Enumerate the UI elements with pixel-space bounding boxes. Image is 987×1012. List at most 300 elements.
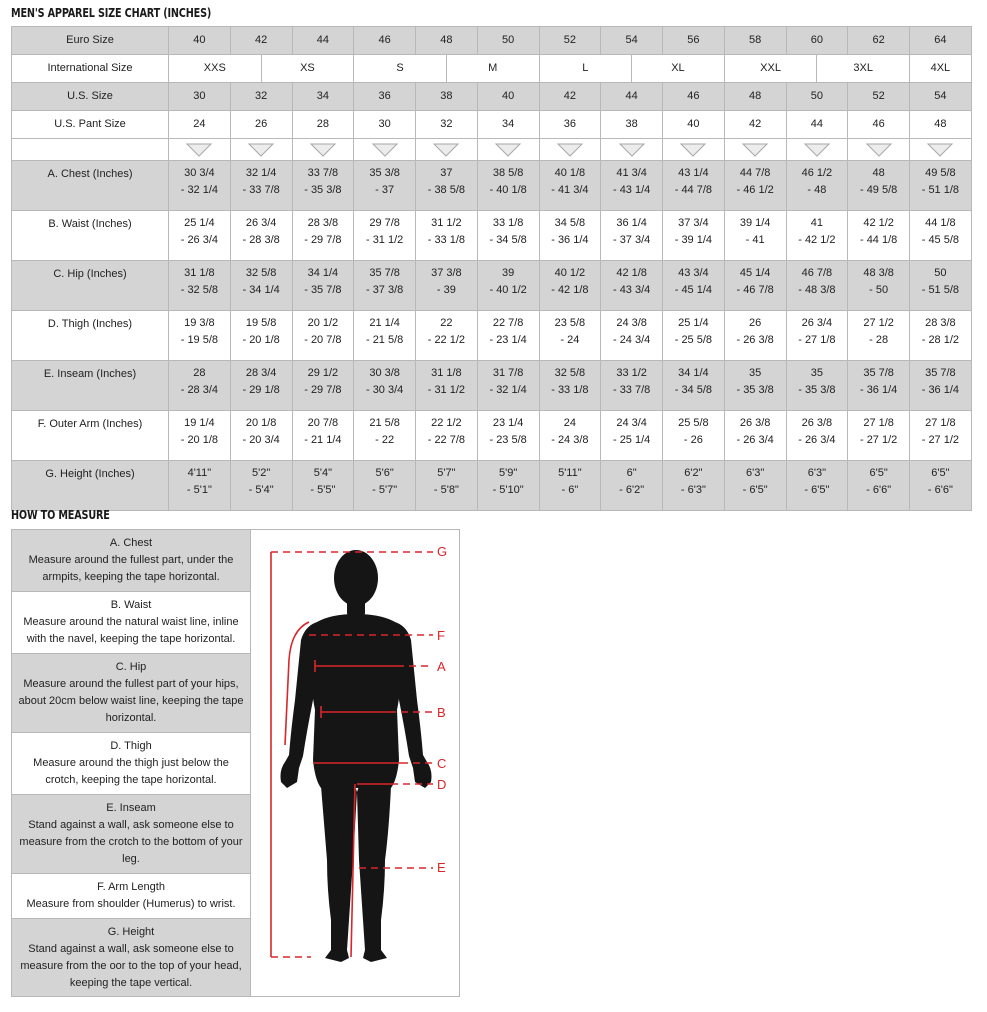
range-start: 6"	[626, 467, 637, 479]
table-cell: 38	[416, 83, 478, 111]
range-end: - 25 5/8	[674, 334, 713, 346]
range-end: - 42 1/8	[551, 284, 589, 296]
table-cell: 32	[416, 111, 478, 139]
table-cell	[539, 161, 601, 211]
range-end: - 38 5/8	[427, 184, 466, 196]
table-cell: 28	[292, 111, 354, 139]
table-cell	[724, 261, 786, 311]
range-start: 40 1/8	[554, 167, 586, 179]
table-cell: 24	[169, 111, 231, 139]
table-cell: S	[354, 55, 447, 83]
table-cell	[354, 211, 416, 261]
table-cell: XXL	[724, 55, 817, 83]
table-cell	[354, 411, 416, 461]
range-end: - 28	[869, 334, 889, 346]
range-end: - 32 5/8	[180, 284, 219, 296]
figure-label-g: G	[437, 544, 448, 559]
table-cell	[292, 361, 354, 411]
table-cell	[477, 461, 539, 511]
range-start: 27 1/2	[863, 317, 894, 329]
range-end: - 46 7/8	[736, 284, 774, 296]
table-cell	[292, 311, 354, 361]
range-end: - 42 1/2	[798, 234, 836, 246]
range-end: - 20 3/4	[242, 434, 280, 446]
range-start: 4'11"	[187, 467, 212, 479]
range-start: 41	[810, 217, 823, 229]
table-cell	[416, 261, 478, 311]
range-start: 26 3/8	[739, 417, 771, 429]
range-start: 28 3/4	[245, 367, 277, 379]
range-start: 46 1/2	[801, 167, 833, 179]
down-arrow-icon	[354, 139, 416, 161]
range-start: 42 1/2	[863, 217, 894, 229]
row-measurement	[12, 361, 972, 411]
range-end: - 31 1/2	[427, 384, 466, 396]
range-end: - 37 3/8	[365, 284, 404, 296]
range-start: 23 5/8	[554, 317, 586, 329]
table-cell: XL	[632, 55, 725, 83]
range-start: 32 5/8	[554, 367, 586, 379]
row-label: A. Chest (Inches)	[12, 161, 169, 211]
range-end: - 36 1/4	[551, 234, 589, 246]
range-start: 35 7/8	[369, 267, 400, 279]
range-end: - 33 7/8	[242, 184, 280, 196]
table-cell	[169, 261, 231, 311]
row-euro-size	[12, 27, 972, 55]
instruction-text: Measure around the thigh just below the	[33, 757, 229, 769]
table-cell	[910, 311, 972, 361]
range-start: 6'5"	[931, 467, 950, 479]
table-cell: 60	[786, 27, 848, 55]
table-cell: 46	[354, 27, 416, 55]
table-cell	[477, 361, 539, 411]
range-end: - 22	[375, 434, 395, 446]
range-start: 35	[810, 367, 823, 379]
range-start: 30 3/4	[184, 167, 215, 179]
instruction-title: F. Arm Length	[97, 881, 165, 893]
range-end: - 29 7/8	[304, 384, 342, 396]
table-cell	[724, 311, 786, 361]
range-end: - 6'5"	[742, 484, 768, 496]
table-cell	[230, 361, 292, 411]
range-end: - 48 3/8	[798, 284, 836, 296]
table-cell	[848, 161, 910, 211]
instruction-text: with the navel, keeping the tape horizontal.	[26, 633, 236, 645]
range-end: - 20 1/8	[242, 334, 280, 346]
range-start: 21 5/8	[369, 417, 400, 429]
table-cell	[230, 461, 292, 511]
range-end: - 27 1/2	[921, 434, 960, 446]
table-cell: 50	[786, 83, 848, 111]
table-cell: 54	[601, 27, 663, 55]
range-end: - 36 1/4	[921, 384, 960, 396]
range-start: 27 1/8	[925, 417, 956, 429]
range-end: - 20 1/8	[180, 434, 219, 446]
range-end: - 40 1/2	[489, 284, 527, 296]
range-start: 44 1/8	[925, 217, 956, 229]
range-end: - 43 1/4	[612, 184, 651, 196]
row-measurement	[12, 461, 972, 511]
table-cell	[230, 161, 292, 211]
range-start: 29 7/8	[369, 217, 400, 229]
range-start: 36 1/4	[616, 217, 647, 229]
table-cell	[910, 461, 972, 511]
table-cell	[230, 211, 292, 261]
range-end: - 35 3/8	[304, 184, 342, 196]
range-end: - 21 1/4	[304, 434, 342, 446]
table-cell	[292, 211, 354, 261]
table-cell: 48	[416, 27, 478, 55]
row-us-size	[12, 83, 972, 111]
instruction-text: horizontal.	[105, 712, 157, 724]
figure-label-b: B	[437, 705, 446, 720]
table-cell	[539, 461, 601, 511]
range-start: 34 5/8	[554, 217, 586, 229]
table-cell: 40	[663, 111, 725, 139]
range-start: 41 3/4	[616, 167, 647, 179]
range-start: 6'5"	[869, 467, 888, 479]
range-start: 28 3/8	[307, 217, 339, 229]
figure-label-f: F	[437, 628, 445, 643]
range-end: - 23 1/4	[489, 334, 527, 346]
range-start: 6'3"	[746, 467, 765, 479]
range-end: - 43 3/4	[612, 284, 651, 296]
range-end: - 48	[807, 184, 827, 196]
range-end: - 29 7/8	[304, 234, 342, 246]
row-measurement	[12, 411, 972, 461]
table-cell: 54	[910, 83, 972, 111]
range-start: 6'2"	[684, 467, 703, 479]
measure-instruction	[12, 874, 250, 919]
range-start: 5'2"	[252, 467, 271, 479]
down-arrow-icon	[910, 139, 972, 161]
range-start: 5'9"	[499, 467, 518, 479]
table-cell	[416, 461, 478, 511]
range-start: 26 3/8	[801, 417, 833, 429]
table-cell: 34	[477, 111, 539, 139]
measure-instruction	[12, 795, 250, 874]
table-cell: 34	[292, 83, 354, 111]
table-cell: 38	[601, 111, 663, 139]
table-cell	[724, 161, 786, 211]
row-label: G. Height (Inches)	[12, 461, 169, 511]
range-start: 42 1/8	[616, 267, 647, 279]
range-start: 46 7/8	[801, 267, 833, 279]
range-end: - 25 1/4	[612, 434, 651, 446]
range-end: - 27 1/2	[859, 434, 898, 446]
table-cell	[848, 461, 910, 511]
table-cell	[724, 211, 786, 261]
row-label: Euro Size	[12, 27, 169, 55]
range-end: - 36 1/4	[859, 384, 898, 396]
range-end: - 6'5"	[804, 484, 830, 496]
table-cell	[786, 161, 848, 211]
range-end: - 5'1"	[186, 484, 212, 496]
range-end: - 26 3/8	[736, 334, 774, 346]
instruction-text: measure from the oor to the top of your head,	[20, 960, 242, 972]
range-start: 22 1/2	[431, 417, 462, 429]
range-end: - 45 1/4	[674, 284, 713, 296]
table-cell: 46	[663, 83, 725, 111]
table-cell: XS	[261, 55, 354, 83]
range-end: - 41	[745, 234, 765, 246]
range-start: 19 3/8	[184, 317, 215, 329]
range-end: - 19 5/8	[180, 334, 219, 346]
table-cell	[601, 361, 663, 411]
row-measurement	[12, 261, 972, 311]
instruction-title: A. Chest	[109, 537, 153, 549]
range-end: - 26 3/4	[798, 434, 836, 446]
table-cell	[354, 161, 416, 211]
instruction-title: D. Thigh	[110, 740, 152, 752]
measure-instruction	[12, 592, 250, 654]
range-start: 19 5/8	[245, 317, 277, 329]
table-cell	[169, 461, 231, 511]
table-cell	[910, 161, 972, 211]
range-start: 34 1/4	[678, 367, 709, 379]
range-start: 49 5/8	[925, 167, 956, 179]
row-label: C. Hip (Inches)	[12, 261, 169, 311]
range-start: 31 1/8	[431, 367, 462, 379]
range-start: 27 1/8	[863, 417, 894, 429]
range-start: 25 1/4	[678, 317, 709, 329]
table-cell: 32	[230, 83, 292, 111]
table-cell	[416, 361, 478, 411]
table-cell	[477, 161, 539, 211]
range-start: 31 1/2	[431, 217, 462, 229]
table-cell	[169, 211, 231, 261]
table-cell: 4XL	[910, 55, 972, 83]
range-start: 20 1/2	[307, 317, 339, 329]
instruction-title: C. Hip	[115, 661, 147, 673]
table-cell	[169, 361, 231, 411]
range-start: 19 1/4	[184, 417, 215, 429]
range-start: 48 3/8	[863, 267, 894, 279]
page-title: MEN'S APPAREL SIZE CHART (INCHES)	[11, 5, 212, 20]
row-us-pant-size	[12, 111, 972, 139]
down-arrow-icon	[786, 139, 848, 161]
table-cell	[786, 411, 848, 461]
table-cell	[663, 211, 725, 261]
range-start: 35 3/8	[369, 167, 400, 179]
range-end: - 6'6"	[927, 484, 953, 496]
range-start: 31 1/8	[184, 267, 215, 279]
range-end: - 33 7/8	[612, 384, 651, 396]
down-arrow-icon	[848, 139, 910, 161]
figure-label-d: D	[437, 777, 447, 792]
range-end: - 33 1/8	[551, 384, 589, 396]
table-cell: 62	[848, 27, 910, 55]
table-cell	[910, 261, 972, 311]
range-end: - 34 5/8	[674, 384, 713, 396]
instruction-text: Stand against a wall, ask someone else to	[28, 943, 234, 955]
range-start: 5'4"	[313, 467, 332, 479]
range-start: 48	[872, 167, 885, 179]
instruction-text: Measure around the fullest part of your hips,	[23, 678, 239, 690]
table-cell	[292, 261, 354, 311]
range-end: - 35 3/8	[736, 384, 774, 396]
table-cell: 58	[724, 27, 786, 55]
table-cell	[416, 161, 478, 211]
range-end: - 32 1/4	[489, 384, 527, 396]
instruction-text: Measure around the natural waist line, inline	[23, 616, 239, 628]
table-cell: 30	[354, 111, 416, 139]
range-start: 20 1/8	[245, 417, 277, 429]
range-start: 40 1/2	[554, 267, 586, 279]
range-start: 24 3/8	[616, 317, 647, 329]
row-label: B. Waist (Inches)	[12, 211, 169, 261]
range-end: - 22 7/8	[427, 434, 466, 446]
table-cell: 44	[601, 83, 663, 111]
table-cell	[416, 311, 478, 361]
range-end: - 30 3/4	[365, 384, 404, 396]
range-end: - 23 5/8	[489, 434, 527, 446]
range-start: 22 7/8	[492, 317, 524, 329]
table-cell: M	[446, 55, 539, 83]
range-start: 26 3/4	[245, 217, 277, 229]
range-end: - 24	[560, 334, 580, 346]
range-end: - 46 1/2	[736, 184, 774, 196]
range-end: - 6'3"	[680, 484, 706, 496]
range-end: - 5'7"	[372, 484, 398, 496]
table-cell: 52	[848, 83, 910, 111]
range-start: 43 1/4	[678, 167, 709, 179]
range-start: 6'3"	[807, 467, 826, 479]
down-arrow-icon	[169, 139, 231, 161]
range-end: - 49 5/8	[859, 184, 898, 196]
table-cell	[354, 261, 416, 311]
range-end: - 5'4"	[248, 484, 274, 496]
table-cell: 36	[354, 83, 416, 111]
row-label: U.S. Size	[12, 83, 169, 111]
down-arrow-icon	[724, 139, 786, 161]
table-cell	[539, 211, 601, 261]
range-start: 38 5/8	[492, 167, 524, 179]
table-cell: 52	[539, 27, 601, 55]
table-cell	[539, 411, 601, 461]
table-cell	[230, 261, 292, 311]
range-end: - 31 1/2	[365, 234, 404, 246]
table-cell	[601, 461, 663, 511]
range-end: - 24 3/4	[612, 334, 651, 346]
table-cell	[292, 461, 354, 511]
range-start: 28 3/8	[925, 317, 956, 329]
range-start: 50	[934, 267, 947, 279]
table-cell	[539, 361, 601, 411]
down-arrow-icon	[601, 139, 663, 161]
table-cell	[910, 411, 972, 461]
table-cell	[786, 211, 848, 261]
range-end: - 44 1/8	[859, 234, 898, 246]
table-cell	[724, 361, 786, 411]
table-cell: 42	[539, 83, 601, 111]
table-cell	[663, 161, 725, 211]
empty-cell	[12, 139, 169, 161]
range-end: - 35 7/8	[304, 284, 342, 296]
range-start: 39 1/4	[739, 217, 771, 229]
table-cell: 36	[539, 111, 601, 139]
range-end: - 39 1/4	[674, 234, 713, 246]
how-to-measure-title: HOW TO MEASURE	[11, 507, 110, 522]
range-end: - 20 7/8	[304, 334, 342, 346]
instruction-text: armpits, keeping the tape horizontal.	[42, 571, 220, 583]
table-cell: 48	[724, 83, 786, 111]
table-cell	[848, 361, 910, 411]
row-label: D. Thigh (Inches)	[12, 311, 169, 361]
table-cell: 40	[169, 27, 231, 55]
range-start: 43 3/4	[678, 267, 709, 279]
down-arrow-icon	[477, 139, 539, 161]
row-international-size	[12, 55, 972, 83]
measure-instruction	[12, 919, 250, 996]
table-cell	[601, 211, 663, 261]
range-start: 23 1/4	[492, 417, 524, 429]
table-cell	[663, 261, 725, 311]
range-end: - 44 7/8	[674, 184, 713, 196]
instruction-text: about 20cm below waist line, keeping the tape	[18, 695, 244, 707]
instruction-title: E. Inseam	[106, 802, 156, 814]
range-end: - 6'2"	[619, 484, 645, 496]
table-cell	[354, 461, 416, 511]
range-start: 39	[502, 267, 515, 279]
range-start: 37 3/8	[431, 267, 462, 279]
range-end: - 28 3/4	[180, 384, 219, 396]
table-cell	[601, 261, 663, 311]
table-cell: L	[539, 55, 632, 83]
table-cell: 56	[663, 27, 725, 55]
range-start: 25 5/8	[678, 417, 709, 429]
range-end: - 29 1/8	[242, 384, 280, 396]
range-end: - 34 5/8	[489, 234, 527, 246]
range-end: - 5'10"	[492, 484, 524, 496]
down-arrow-icon	[416, 139, 478, 161]
instruction-text: measure from the crotch to the bottom of your	[19, 836, 243, 848]
table-cell	[848, 211, 910, 261]
table-cell	[230, 311, 292, 361]
range-start: 5'11"	[558, 467, 582, 479]
figure-label-e: E	[437, 860, 446, 875]
down-arrow-icon	[292, 139, 354, 161]
measure-instruction	[12, 733, 250, 795]
table-cell	[477, 261, 539, 311]
table-cell	[663, 311, 725, 361]
table-cell	[169, 161, 231, 211]
range-end: - 35 3/8	[798, 384, 836, 396]
table-cell: 26	[230, 111, 292, 139]
range-end: - 5'5"	[310, 484, 336, 496]
range-end: - 32 1/4	[180, 184, 219, 196]
table-cell	[292, 411, 354, 461]
instruction-title: G. Height	[107, 926, 155, 938]
range-end: - 37	[375, 184, 395, 196]
range-start: 20 7/8	[307, 417, 339, 429]
range-start: 35	[749, 367, 762, 379]
row-measurement	[12, 311, 972, 361]
table-cell: 64	[910, 27, 972, 55]
row-label: U.S. Pant Size	[12, 111, 169, 139]
range-start: 25 1/4	[184, 217, 215, 229]
range-end: - 39	[436, 284, 456, 296]
instruction-text: Measure around the fullest part, under the	[28, 554, 234, 566]
range-start: 26 3/4	[801, 317, 833, 329]
how-to-measure-panel	[11, 529, 460, 997]
instruction-text: crotch, keeping the tape horizontal.	[45, 774, 217, 786]
row-label: E. Inseam (Inches)	[12, 361, 169, 411]
table-cell	[539, 311, 601, 361]
table-cell: 44	[292, 27, 354, 55]
table-cell	[663, 461, 725, 511]
table-cell	[786, 361, 848, 411]
